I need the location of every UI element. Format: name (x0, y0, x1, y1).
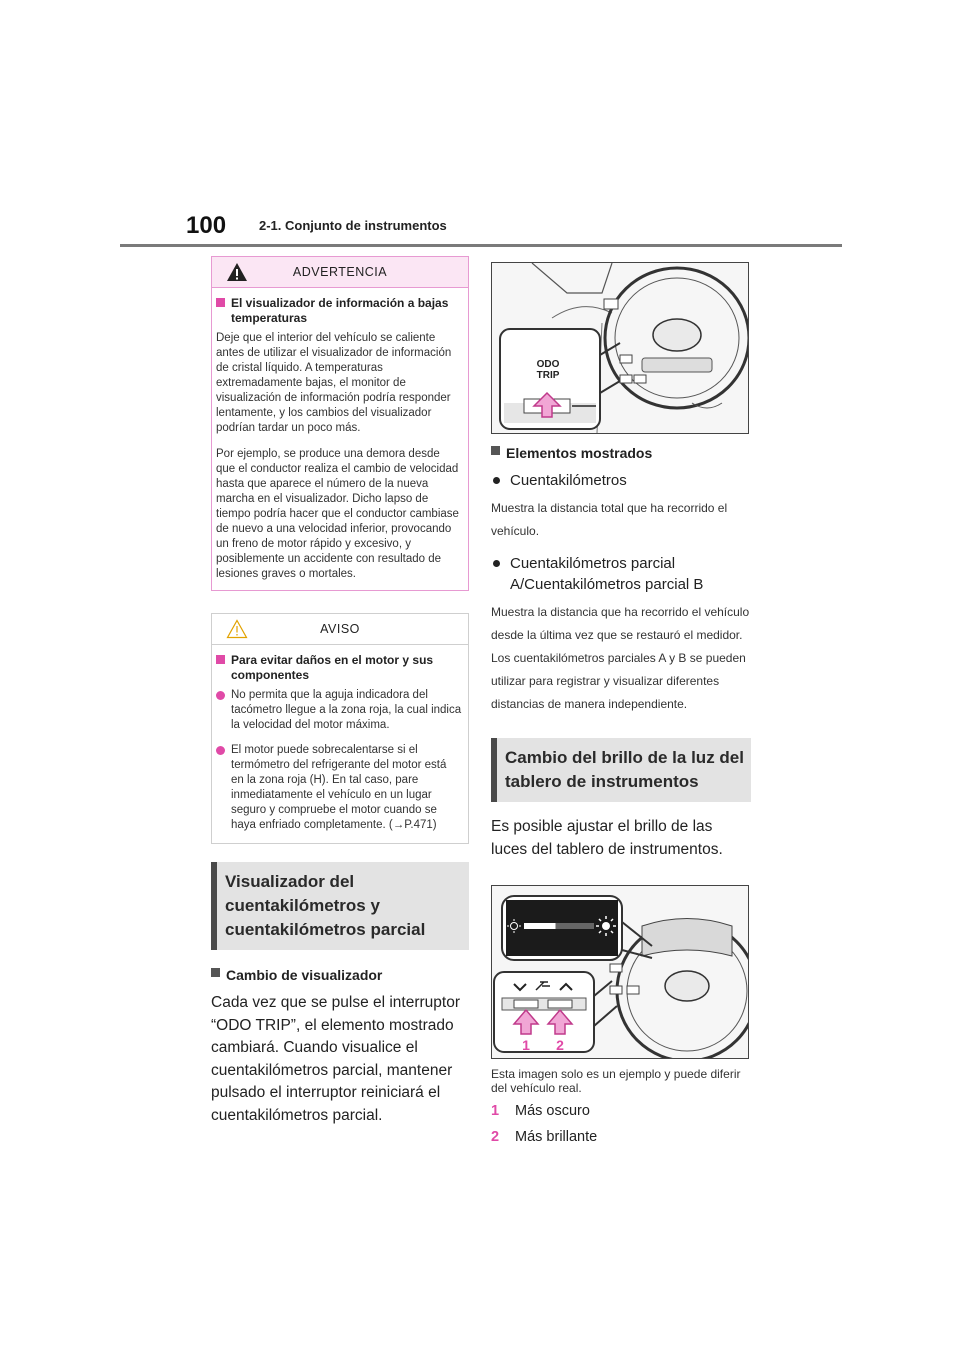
legend-list (491, 1101, 751, 1147)
element-item-1-desc: Muestra la distancia total que ha recorrido el vehículo. (491, 501, 728, 538)
round-bullet-icon (216, 691, 225, 700)
brightness-illustration (492, 886, 748, 1058)
warning-heading-text: El visualizador de información a bajas temperaturas (231, 296, 449, 325)
element-item-2-desc: Muestra la distancia que ha recorrido el vehículo desde la última vez que se restauró el medidor. Los cuentakilómetros parciales A y B se pueden utilizar para registrar y visualizar diferentes distancias de manera independiente. (491, 605, 750, 711)
warning-header (212, 257, 468, 288)
square-bullet-icon (216, 655, 225, 664)
element-item-2-title: Cuentakilómetros parcial A/Cuentakilómetros parcial B (510, 555, 704, 593)
square-bullet-icon (491, 446, 500, 455)
brightness-body: Es posible ajustar el brillo de las luces del tablero de instrumentos. (491, 818, 723, 858)
notice-item-1-text: No permita que la aguja indicadora del tacómetro llegue a la zona roja, la cual indica la velocidad del motor máxima. (231, 689, 462, 731)
elements-heading (491, 444, 751, 462)
legend-number: 2 (491, 1129, 500, 1145)
round-bullet-icon (216, 746, 225, 755)
odo-body: Cada vez que se pulse el interruptor “ODO TRIP”, el elemento mostrado cambiará. Cuando visualice el cuentakilómetros parcial, mantener pulsado el interruptor reiniciará el cuentakilómetros parcial. (211, 994, 461, 1124)
section-title-header: 2-1. Conjunto de instrumentos (259, 218, 447, 233)
warning-body (212, 288, 468, 590)
notice-heading-text: Para evitar daños en el motor y sus componentes (231, 653, 434, 682)
caution-triangle-icon (226, 619, 248, 639)
legend-text: Más oscuro (515, 1103, 590, 1119)
notice-item-2 (216, 743, 462, 833)
callout-2: 2 (556, 1037, 564, 1053)
warning-heading (216, 296, 462, 326)
notice-item-2-text: El motor puede sobrecalentarse si el termómetro del refrigerante del motor está en la zona roja (H). En tal caso, pare inmediatamente el vehículo en un lugar seguro y compruebe el motor cuando se haya enfriado completamente. (→P.471) (231, 744, 447, 831)
round-bullet-icon (493, 560, 500, 567)
notice-body (212, 645, 468, 843)
callout-1: 1 (522, 1037, 530, 1053)
odo-trip-figure (491, 262, 749, 434)
right-column (491, 262, 751, 1147)
warning-box (211, 256, 469, 591)
dashboard-illustration (492, 263, 748, 433)
legend-number: 1 (491, 1103, 500, 1119)
header-rule (120, 244, 842, 247)
notice-label: AVISO (320, 622, 360, 636)
warning-label: ADVERTENCIA (292, 265, 388, 279)
element-item-1 (491, 470, 751, 491)
brightness-fill (524, 923, 556, 929)
warning-para-2: Por ejemplo, se produce una demora desde que el conductor realiza el cambio de velocidad hasta que aparece el número de la nueva marcha en el visualizador. Dicho lapso de tiempo podría hacer que el conductor cambiase de nuevo a una velocidad inferior, provocando un freno de motor rápido y excesivo, y posiblemente un accidente con resultado de lesiones graves o mortales. (216, 448, 459, 580)
legend-item (491, 1127, 751, 1147)
square-bullet-icon (211, 968, 220, 977)
legend-text: Más brillante (515, 1129, 598, 1145)
page-number: 100 (186, 212, 227, 239)
notice-heading (216, 653, 462, 683)
odo-subheading (211, 966, 469, 984)
round-bullet-icon (493, 477, 500, 484)
element-item-2 (491, 553, 751, 595)
odo-button-label-1: ODO (536, 359, 560, 370)
left-column (211, 256, 469, 1127)
odo-section-title: Visualizador del cuentakilómetros y cuentakilómetros parcial (211, 862, 469, 950)
figure-caption: Esta imagen solo es un ejemplo y puede diferir del vehículo real. (491, 1067, 741, 1095)
notice-header (212, 614, 468, 645)
odo-button-label-2: TRIP (536, 370, 560, 381)
notice-item-1 (216, 688, 462, 733)
warning-triangle-icon (226, 262, 248, 282)
legend-item (491, 1101, 751, 1121)
square-bullet-icon (216, 298, 225, 307)
elements-heading-text: Elementos mostrados (506, 445, 653, 461)
notice-box (211, 613, 469, 844)
element-item-1-title: Cuentakilómetros (510, 472, 627, 489)
brightness-section-title: Cambio del brillo de la luz del tablero de instrumentos (491, 738, 751, 802)
brightness-figure (491, 885, 749, 1059)
odo-subheading-text: Cambio de visualizador (226, 967, 383, 983)
warning-para-1: Deje que el interior del vehículo se caliente antes de utilizar el visualizador de información de cristal líquido. A temperaturas extremadamente bajas, el monitor de visualización de información podría responder lentamente, y los cambios del visualizador podrían tardar un poco más. (216, 332, 452, 434)
